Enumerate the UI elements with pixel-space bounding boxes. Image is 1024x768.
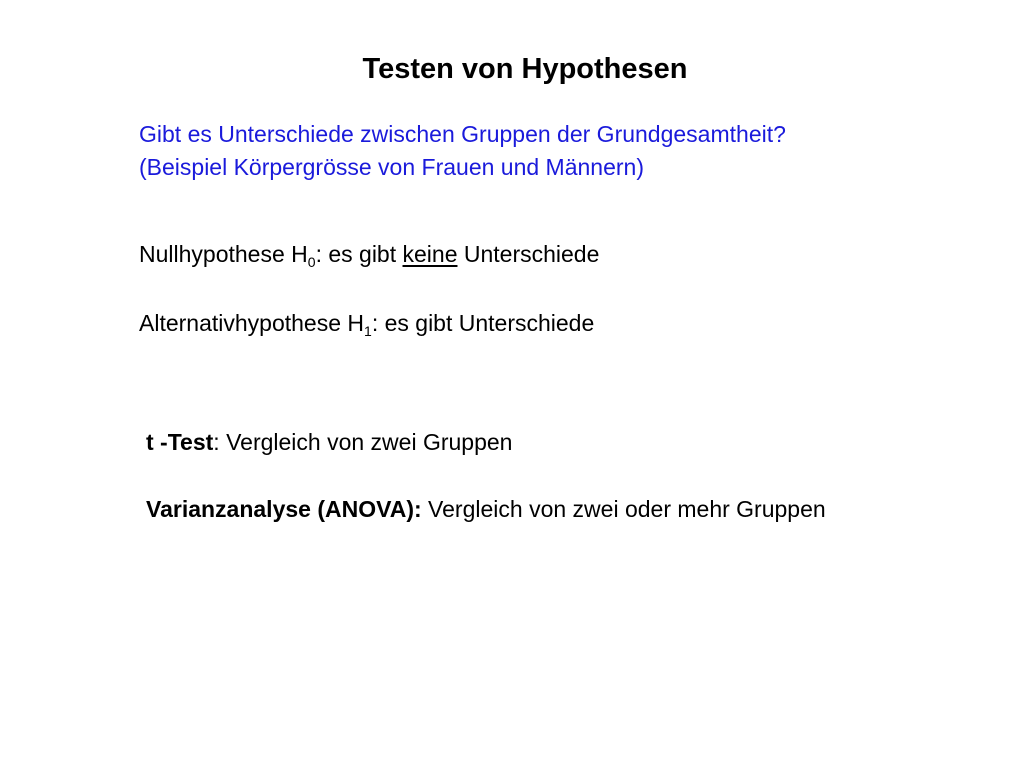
question-line-1: Gibt es Unterschiede zwischen Gruppen der Grundgesamtheit? xyxy=(139,121,786,147)
question-line-2: (Beispiel Körpergrösse von Frauen und Männern) xyxy=(139,154,644,180)
research-question xyxy=(139,118,786,184)
alt-hypothesis-prefix: Alternativhypothese H xyxy=(139,310,365,336)
anova-description: Vergleich von zwei oder mehr Gruppen xyxy=(421,496,826,522)
null-hypothesis xyxy=(139,239,599,269)
method-ttest xyxy=(146,427,512,457)
null-hypothesis-subscript: 0 xyxy=(307,254,316,270)
alternative-hypothesis xyxy=(139,308,594,338)
null-hypothesis-suffix: Unterschiede xyxy=(457,241,600,267)
ttest-description: : Vergleich von zwei Gruppen xyxy=(213,429,513,455)
ttest-term: t -Test xyxy=(146,429,214,455)
null-hypothesis-prefix: Nullhypothese H xyxy=(139,241,308,267)
alt-hypothesis-subscript: 1 xyxy=(364,323,372,339)
null-hypothesis-emphasis: keine xyxy=(402,241,458,267)
alt-hypothesis-suffix: : es gibt Unterschiede xyxy=(371,310,595,336)
anova-term: Varianzanalyse (ANOVA): xyxy=(146,496,422,522)
null-hypothesis-middle: : es gibt xyxy=(315,241,403,267)
slide-title: Testen von Hypothesen xyxy=(362,53,688,85)
method-anova xyxy=(146,494,826,524)
